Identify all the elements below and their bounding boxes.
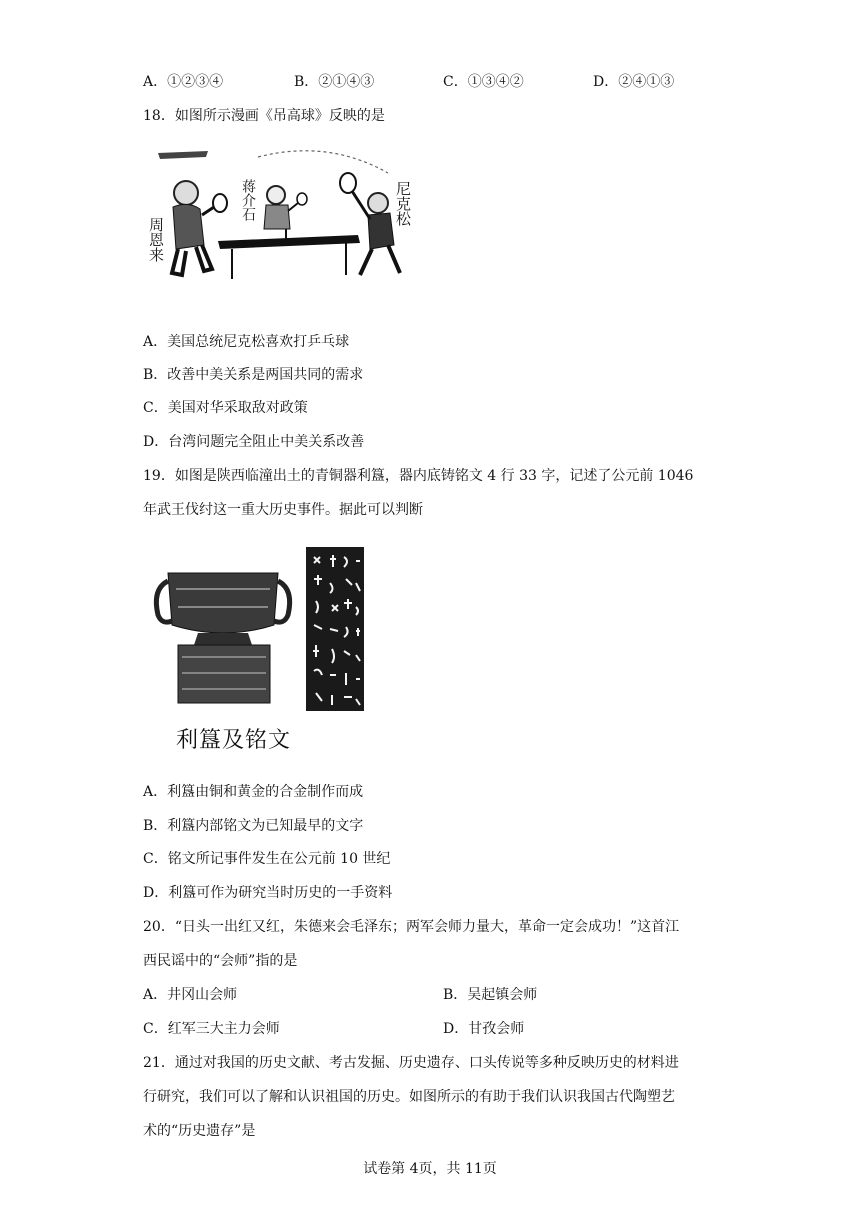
q18-option-d: D．台湾问题完全阻止中美关系改善 [143,434,365,450]
q19-stem-line1: 19．如图是陕西临潼出土的青铜器利簋，器内底铸铭文 4 行 33 字，记述了公元前 1046 [143,468,694,484]
q20-option-b: B．吴起镇会师 [443,987,538,1003]
q17-option-b: B．②①④③ [294,74,375,90]
q21-stem-line2: 行研究，我们可以了解和认识祖国的历史。如图所示的有助于我们认识我国古代陶塑艺 [143,1089,675,1105]
q21-stem-line1: 21．通过对我国的历史文献、考古发掘、历史遗存、口头传说等多种反映历史的材料进 [143,1055,679,1071]
q18-stem: 18．如图所示漫画《吊高球》反映的是 [143,108,385,124]
q19-option-b: B．利簋内部铭文为已知最早的文字 [143,818,364,834]
ping-pong-cartoon-image [148,145,418,285]
q20-stem-line1: 20．“日头一出红又红，朱德来会毛泽东；两军会师力量大，革命一定会成功！”这首江 [143,919,680,935]
q20-option-a: A．井冈山会师 [143,987,238,1003]
q18-option-a: A．美国总统尼克松喜欢打乒乓球 [143,334,350,350]
q18-option-b: B．改善中美关系是两国共同的需求 [143,367,364,383]
label-nixon: 尼克松 [394,181,412,226]
label-zhou: 周恩来 [148,217,165,262]
q17-option-c: C．①③④② [443,74,524,90]
q19-option-d: D．利簋可作为研究当时历史的一手资料 [143,885,393,901]
figure-caption: 利簋及铭文 [176,728,292,753]
q19-stem-line2: 年武王伐纣这一重大历史事件。据此可以判断 [143,502,423,518]
q20-stem-line2: 西民谣中的“会师”指的是 [143,953,298,969]
bronze-vessel-image [148,545,368,715]
q20-option-c: C．红军三大主力会师 [143,1021,280,1037]
q20-option-d: D．甘孜会师 [443,1021,525,1037]
label-jiang: 蒋介石 [240,179,256,221]
q18-option-c: C．美国对华采取敌对政策 [143,400,308,416]
q17-option-d: D．②④①③ [593,74,675,90]
q17-option-a: A．①②③④ [143,74,224,90]
q21-stem-line3: 术的“历史遗存”是 [143,1123,256,1139]
q19-option-c: C．铭文所记事件发生在公元前 10 世纪 [143,851,391,867]
page-footer: 试卷第 4页，共 11页 [363,1161,497,1177]
q19-option-a: A．利簋由铜和黄金的合金制作而成 [143,784,364,800]
li-gui-figure [148,545,368,755]
cartoon-figure [148,145,418,285]
